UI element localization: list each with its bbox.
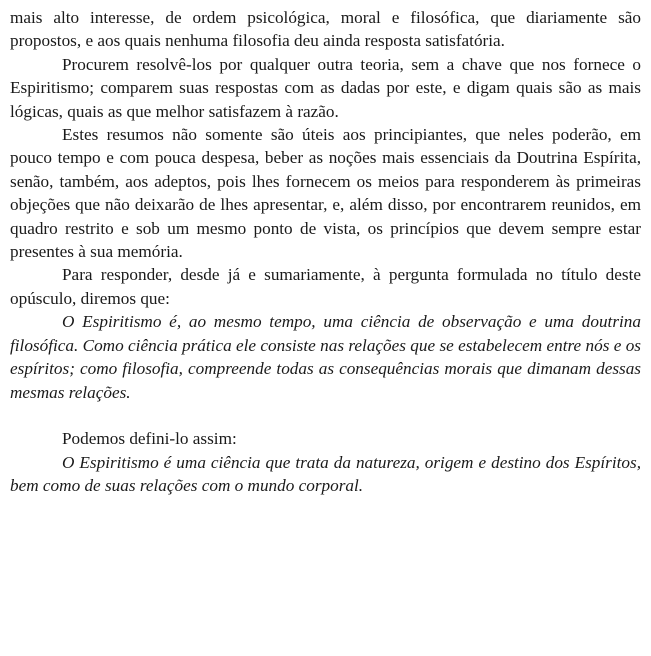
paragraph-spacer — [10, 404, 641, 427]
paragraph-definition-nature: O Espiritismo é uma ciência que trata da natureza, origem e destino dos Espíritos, bem como de suas relações com o mundo corporal. — [10, 452, 641, 496]
paragraph-summaries: Estes resumos não somente são úteis aos principiantes, que neles poderão, em pouco tempo e com pouca despesa, beber as noções mais essenciais da Doutrina Espírita, senão, também, aos adeptos, pois lhes fornecem os meios para responderem às primeiras objeções que não deixarão de lhes apresentar, e, além disso, por encontrarem reunidos, em quadro restrito e sob um mesmo ponto de vista, os princípios que devem sempre estar presentes à sua memória. — [10, 125, 641, 262]
paragraph-answer-intro: Para responder, desde já e sumariamente, à pergunta formulada no título deste opúsculo, diremos que: — [10, 265, 641, 308]
paragraph-definition-science: O Espiritismo é, ao mesmo tempo, uma ciência de observação e uma doutrina filosófica. Como ciência prática ele consiste nas relações que se estabelecem entre nós e os espíritos; como filosofia, compreende todas as consequências morais que dimanam dessas mesmas relações. — [10, 312, 641, 402]
paragraph-continuation: mais alto interesse, de ordem psicológica, moral e filosófica, que diariamente são propostos, e aos quais nenhuma filosofia deu ainda resposta satisfatória. — [10, 8, 641, 51]
paragraph-challenge: Procurem resolvê-los por qualquer outra teoria, sem a chave que nos fornece o Espiritismo; comparem suas respostas com as dadas por este, e digam quais são as mais lógicas, quais as que melhor satisfazem à razão. — [10, 54, 641, 121]
paragraph-define-intro: Podemos defini-lo assim: — [62, 429, 237, 449]
